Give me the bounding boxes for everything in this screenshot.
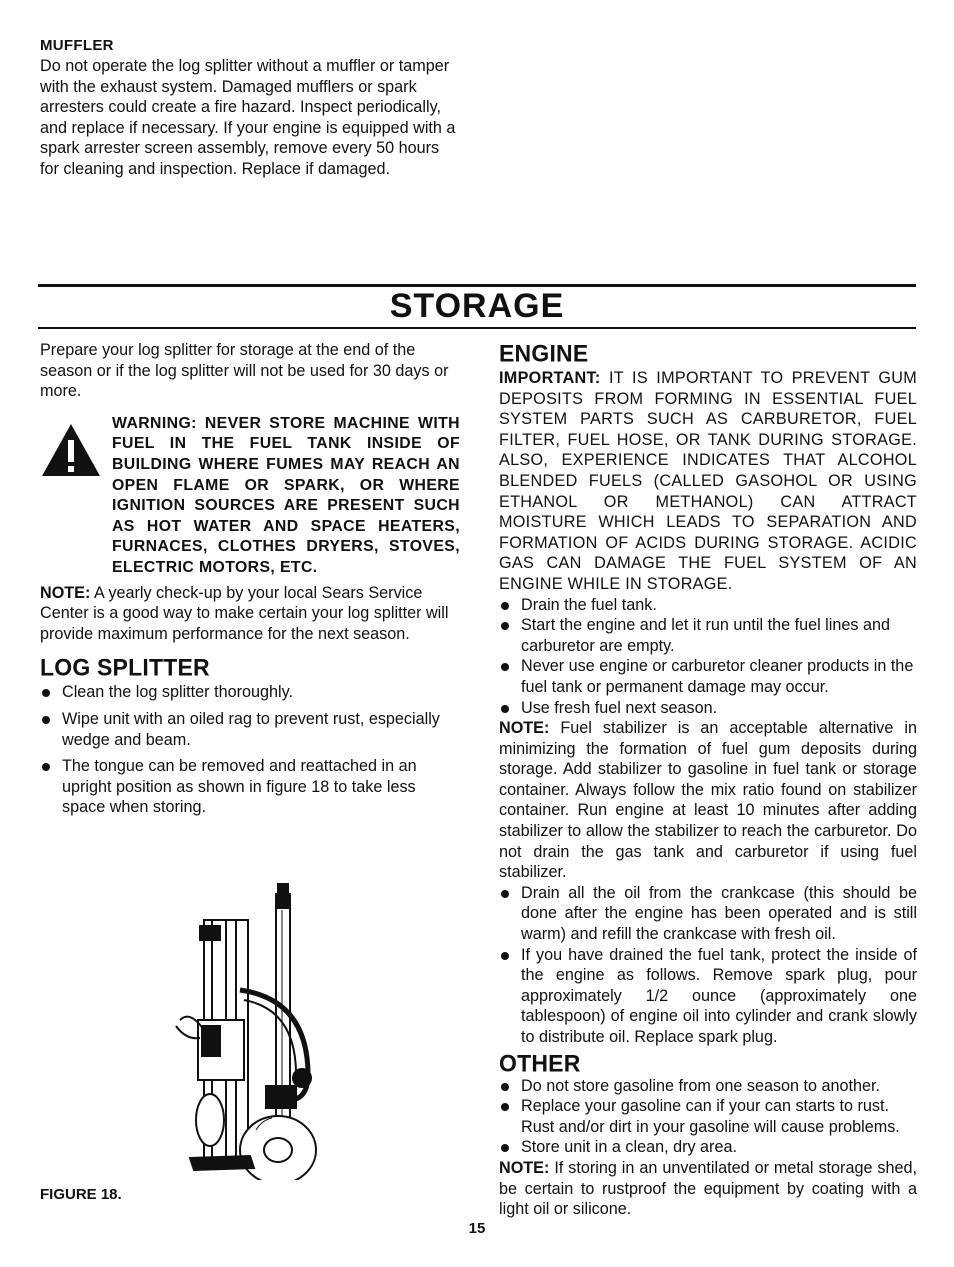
storage-title: STORAGE [389, 287, 565, 325]
note-text: Fuel stabilizer is an acceptable alternative in minimizing the formation of fuel gum deposits during storage. Add stabilizer to gasoline in fuel tank or storage container. Always follow the mix ratio found on stabilizer container. Run engine at least 10 minutes after adding stabilizer to allow the stabilizer to reach the carburetor. Do not drain the gas tank and carburetor if using fuel stabilizer. [499, 719, 917, 882]
list-item: Wipe unit with an oiled rag to prevent rust, especially wedge and beam. [40, 709, 460, 750]
engine-note [499, 718, 917, 883]
figure-caption: FIGURE 18. [40, 1186, 122, 1203]
list-item: Use fresh fuel next season. [499, 698, 917, 719]
list-item: Replace your gasoline can if your can starts to rust. Rust and/or dirt in your gasoline will cause problems. [499, 1096, 917, 1137]
warning-block [40, 414, 460, 579]
log-splitter-heading: LOG SPLITTER [40, 653, 210, 681]
log-splitter-list [40, 682, 460, 818]
muffler-heading: MUFFLER [40, 37, 114, 54]
list-item: Do not store gasoline from one season to another. [499, 1076, 917, 1097]
note-label: NOTE: [499, 1158, 550, 1177]
engine-important [499, 368, 917, 595]
other-heading: OTHER [499, 1048, 581, 1077]
page-number: 15 [468, 1220, 486, 1237]
important-label: IMPORTANT: [499, 369, 601, 387]
warning-triangle-icon [40, 414, 112, 579]
important-text: IT IS IMPORTANT TO PREVENT GUM DEPOSITS FROM FORMING IN ESSENTIAL FUEL SYSTEM PARTS SUCH AS CARBURETOR, FUEL FILTER, FUEL HOSE, OR TANK DURING STORAGE. ALSO, EXPERIENCE INDICATES THAT ALCOHOL BLENDED FUELS (CALLED GASOHOL OR USING ETHANOL OR METHANOL) CAN ATTRACT MOISTURE WHICH LEADS TO SEPARATION AND FORMATION OF ACIDS DURING STORAGE. ACIDIC GAS CAN DAMAGE THE FUEL SYSTEM OF AN ENGINE WHILE IN STORAGE. [499, 369, 917, 593]
list-item: The tongue can be removed and reattached in an upright position as shown in figure 18 to take less space when storing. [40, 756, 460, 818]
note-text: If storing in an unventilated or metal storage shed, be certain to rustproof the equipment by coating with a light oil or silicone. [499, 1158, 917, 1219]
muffler-text: Do not operate the log splitter without a muffler or tamper with the exhaust system. Damaged mufflers or spark arresters could create a fire hazard. Inspect periodically, and replace if necessary. If your engine is equipped with a spark arrester screen assembly, remove every 50 hours for cleaning and inspection. Replace if damaged. [40, 57, 456, 178]
list-item: Store unit in a clean, dry area. [499, 1137, 917, 1158]
note-label: NOTE: [499, 719, 550, 738]
log-splitter-upright-illustration [170, 880, 340, 1180]
storage-note [40, 583, 460, 645]
list-item: Drain the fuel tank. [499, 595, 917, 616]
engine-list-a [499, 595, 917, 719]
note-text: A yearly check-up by your local Sears Service Center is a good way to make certain your log splitter will provide maximum performance for the next season. [40, 583, 449, 643]
other-list [499, 1076, 917, 1158]
list-item: Clean the log splitter thoroughly. [40, 682, 460, 703]
warning-text: WARNING: NEVER STORE MACHINE WITH FUEL IN THE FUEL TANK INSIDE OF BUILDING WHERE FUMES MAY REACH AN OPEN FLAME OR SPARK, OR WHERE IGNITION SOURCES ARE PRESENT SUCH AS HOT WATER AND SPACE HEATERS, FURNACES, CLOTHES DRYERS, STOVES, ELECTRIC MOTORS, ETC. [112, 414, 460, 576]
title-rule-bottom [38, 327, 916, 329]
left-column [40, 340, 460, 824]
list-item: Start the engine and let it run until the fuel lines and carburetor are empty. [499, 615, 917, 656]
other-note [499, 1158, 917, 1220]
list-item: Drain all the oil from the crankcase (this should be done after the engine has been operated and is still warm) and refill the crankcase with fresh oil. [499, 883, 917, 945]
right-column [499, 340, 917, 1220]
note-label: NOTE: [40, 583, 91, 602]
list-item: If you have drained the fuel tank, protect the inside of the engine as follows. Remove spark plug, pour approximately 1/2 ounce (approximately one tablespoon) of engine oil into cylinder and crank slowly to distribute oil. Replace spark plug. [499, 945, 917, 1048]
muffler-section [40, 36, 460, 180]
list-item: Never use engine or carburetor cleaner products in the fuel tank or permanent damage may occur. [499, 656, 917, 697]
storage-intro: Prepare your log splitter for storage at the end of the season or if the log splitter will not be used for 30 days or more. [40, 341, 449, 401]
engine-list-b [499, 883, 917, 1048]
engine-heading: ENGINE [499, 339, 589, 367]
